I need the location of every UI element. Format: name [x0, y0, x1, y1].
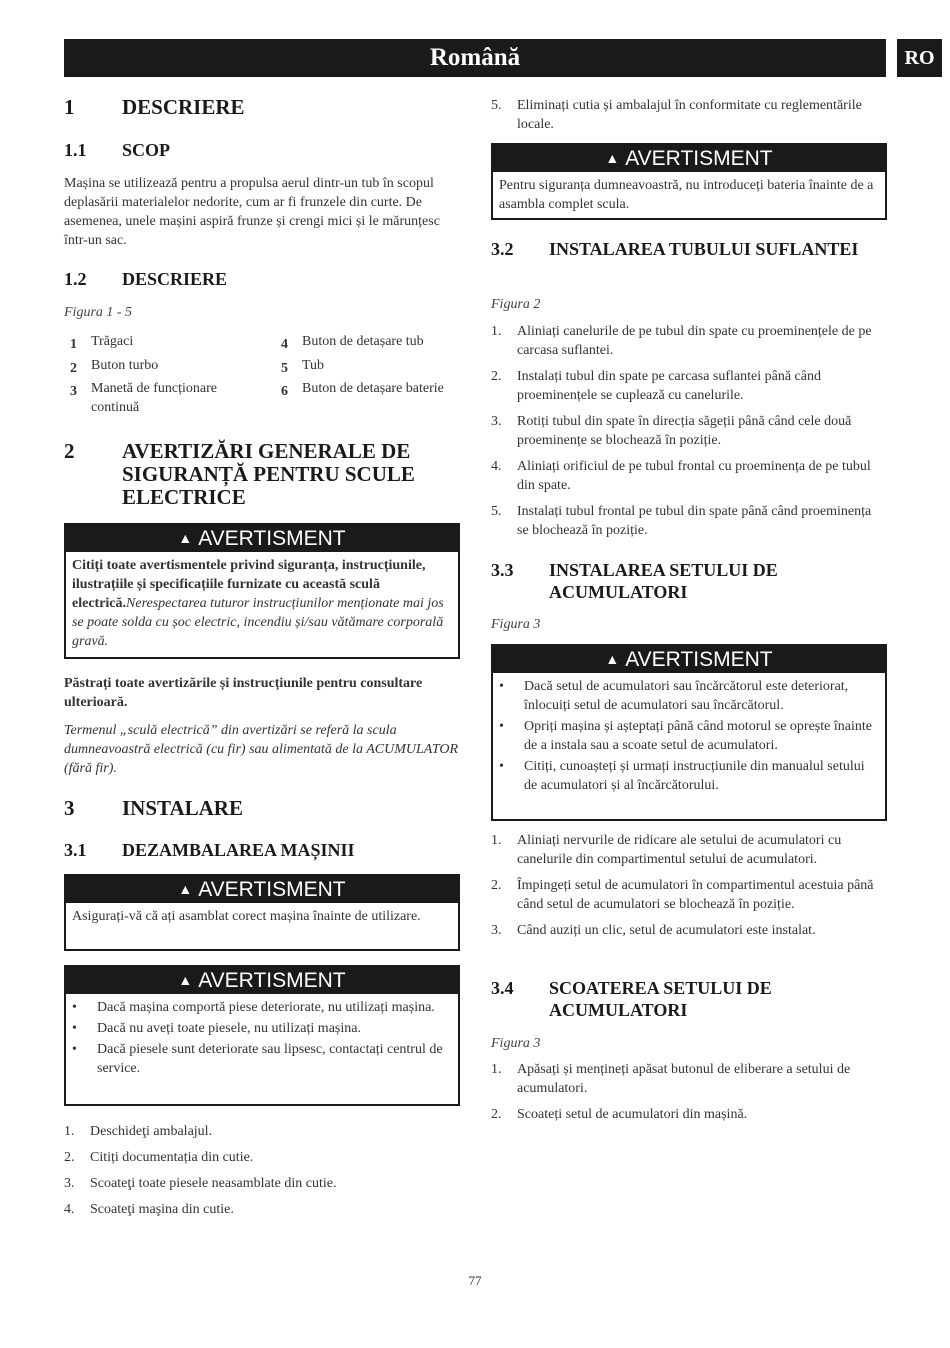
warning-title: AVERTISMENT [625, 648, 773, 671]
list-item: 2. Împingeți setul de acumulatori în compartimentul acestuia până când setul de acumulatori se blochează în poziție. [491, 878, 874, 912]
section-1-1-heading [64, 139, 464, 161]
section-title: INSTALAREA TUBULUI SUFLANTEI [549, 239, 859, 259]
warning-body: Asigurați-vă că ați asamblat corect mașina înainte de utilizare. [72, 909, 421, 924]
section-number: 3.4 [491, 978, 514, 998]
list-item: 5. Eliminați cutia și ambalajul în conformitate cu reglementările locale. [491, 98, 862, 132]
section-number: 1 [64, 95, 75, 119]
section-title: SCOATEREA SETULUI DE ACUMULATORI [549, 978, 772, 1020]
warning-bold-text: Citiți toate avertismentele privind siguranța, instrucțiunile, ilustrațiile și specificațiile furnizate cu această sculă electrică. [72, 558, 426, 611]
warning-title: AVERTISMENT [198, 878, 346, 901]
language-tag: RO [897, 39, 942, 77]
section-3-heading [64, 797, 464, 820]
figure-reference: Figura 2 [491, 297, 541, 312]
warning-italic-text: Nerespectarea tuturor instrucțiunilor menționate mai jos se poate solda cu șoc electric, incendiu și/sau vătămare corporală gravă. [72, 596, 444, 649]
section-3-1-heading [64, 839, 464, 861]
part-label: Buton de detașare baterie [302, 381, 444, 396]
section-1-heading [64, 96, 464, 119]
part-label: Buton de detașare tub [302, 334, 424, 349]
part-label: Buton turbo [91, 358, 159, 373]
page-language-header: Română [64, 39, 886, 77]
warning-box-battery-pack [491, 644, 887, 821]
parts-list-item [281, 379, 459, 398]
warning-bullet: • Dacă mașina comportă piese deteriorate, nu utilizați mașina. [72, 1000, 435, 1015]
warning-triangle-icon: ▲ [178, 972, 193, 988]
warning-bullet: • Opriți mașina și așteptați până când motorul se oprește înainte de a instala sau a scoate setul de acumulatori. [499, 719, 872, 753]
unpacking-step-5 [491, 96, 886, 141]
warning-triangle-icon: ▲ [178, 530, 193, 546]
list-item: 2. Instalați tubul din spate pe carcasa suflantei până când proeminențele se cuplează cu canelurile. [491, 369, 821, 403]
warning-box-battery [491, 143, 887, 220]
warning-header [493, 145, 885, 172]
part-number: 3 [70, 384, 77, 399]
battery-install-steps-list [491, 831, 886, 947]
section-3-2-heading [491, 238, 886, 260]
warning-bullet: • Citiți, cunoașteți și urmați instrucțiunile din manualul setului de acumulatori și al încărcătorului. [499, 759, 865, 793]
warning-header [66, 525, 458, 552]
battery-removal-steps-list [491, 1060, 886, 1131]
section-3-4-heading [491, 977, 886, 1021]
page-number: 77 [468, 1273, 482, 1288]
warning-triangle-icon: ▲ [605, 150, 620, 166]
warning-box-damaged-parts [64, 965, 460, 1106]
warning-bullet: • Dacă setul de acumulatori sau încărcătorul este deteriorat, înlocuiți setul de acumulatori sau încărcătorul. [499, 679, 849, 713]
list-item: 2. Citiți documentația din cutie. [64, 1150, 254, 1165]
section-3-3-heading [491, 559, 886, 603]
power-tool-term-text: Termenul „sculă electrică” din avertizări se referă la scula dumneavoastră electrică (cu fir) sau alimentată de la ACUMULATOR (fără fir). [64, 723, 459, 776]
section-2-heading [64, 440, 464, 509]
section-title: SCOP [122, 140, 171, 160]
list-item: 4. Aliniați orificiul de pe tubul frontal cu proeminența de pe tubul din spate. [491, 459, 871, 493]
unpacking-steps-list [64, 1122, 459, 1226]
part-label: Manetă de funcționare continuă [91, 381, 217, 415]
warning-header [66, 876, 458, 903]
list-item: 1. Aliniați canelurile de pe tubul din spate cu proeminențele de pe carcasa suflantei. [491, 324, 872, 358]
section-title: DESCRIERE [122, 95, 245, 119]
warning-body [66, 552, 458, 657]
list-item: 3. Scoateţi toate piesele neasamblate din cutie. [64, 1176, 337, 1191]
parts-list-item [281, 332, 459, 351]
section-number: 3.2 [491, 239, 514, 259]
section-1-2-heading [64, 268, 464, 290]
section-number: 3 [64, 796, 75, 820]
warning-body [66, 994, 458, 1086]
list-item: 3. Când auziți un clic, setul de acumulatori este instalat. [491, 923, 816, 938]
warning-body [493, 673, 885, 803]
warning-title: AVERTISMENT [198, 969, 346, 992]
warning-header [493, 646, 885, 673]
warning-title: AVERTISMENT [198, 527, 346, 550]
parts-list-item [281, 356, 459, 375]
warning-bullet: • Dacă nu aveți toate piesele, nu utilizați mașina. [72, 1021, 361, 1036]
part-number: 5 [281, 361, 288, 376]
list-item: 1. Deschideţi ambalajul. [64, 1124, 213, 1139]
part-label: Trăgaci [91, 334, 134, 349]
tube-install-steps-list [491, 322, 886, 547]
keep-instructions-text: Păstrați toate avertizările și instrucțiunile pentru consultare ulterioară. [64, 676, 423, 710]
section-number: 2 [64, 439, 75, 463]
scope-paragraph: Mașina se utilizează pentru a propulsa aerul dintr-un tub în scopul deplasării materialelor nedorite, cum ar fi frunzele din curte. De asemenea, unele mașini aspiră frunze și crengi mici și le mărunțesc într-un sac. [64, 176, 440, 248]
part-number: 6 [281, 384, 288, 399]
warning-body: Pentru siguranța dumneavoastră, nu introduceți bateria înainte de a asambla complet scula. [499, 178, 874, 212]
list-item: 1. Aliniați nervurile de ridicare ale setului de acumulatori cu canelurile din compartimentul setului de acumulatori. [491, 833, 842, 867]
warning-triangle-icon: ▲ [178, 881, 193, 897]
figure-reference: Figura 1 - 5 [64, 305, 133, 320]
warning-triangle-icon: ▲ [605, 651, 620, 667]
section-number: 3.3 [491, 560, 514, 580]
section-number: 3.1 [64, 840, 87, 860]
warning-title: AVERTISMENT [625, 147, 773, 170]
figure-reference: Figura 3 [491, 617, 541, 632]
warning-bullet: • Dacă piesele sunt deteriorate sau lipsesc, contactați centrul de service. [72, 1042, 443, 1076]
warning-box-general [64, 523, 460, 659]
list-item: 2. Scoateți setul de acumulatori din mașină. [491, 1107, 748, 1122]
parts-list-item [70, 356, 260, 375]
section-title: INSTALAREA SETULUI DE ACUMULATORI [549, 560, 778, 602]
list-item: 1. Apăsați și mențineți apăsat butonul de eliberare a setului de acumulatori. [491, 1062, 851, 1096]
section-title: AVERTIZĂRI GENERALE DE SIGURANȚĂ PENTRU SCULE ELECTRICE [122, 439, 415, 509]
list-item: 5. Instalați tubul frontal pe tubul din spate până când proeminența se blochează în poziție. [491, 504, 872, 538]
figure-reference: Figura 3 [491, 1036, 541, 1051]
parts-list-item [70, 332, 260, 351]
part-number: 1 [70, 337, 77, 352]
section-title: INSTALARE [122, 796, 243, 820]
warning-header [66, 967, 458, 994]
parts-list-item [70, 379, 260, 417]
list-item: 4. Scoateţi maşina din cutie. [64, 1202, 234, 1217]
section-title: DEZAMBALAREA MAȘINII [122, 840, 355, 860]
section-title: DESCRIERE [122, 269, 228, 289]
section-number: 1.2 [64, 269, 87, 289]
section-number: 1.1 [64, 140, 87, 160]
part-number: 4 [281, 337, 288, 352]
list-item: 3. Rotiți tubul din spate în direcția săgeții până când cele două proeminențe se blochează în poziție. [491, 414, 852, 448]
part-number: 2 [70, 361, 77, 376]
warning-box-assembly [64, 874, 460, 951]
part-label: Tub [302, 358, 325, 373]
